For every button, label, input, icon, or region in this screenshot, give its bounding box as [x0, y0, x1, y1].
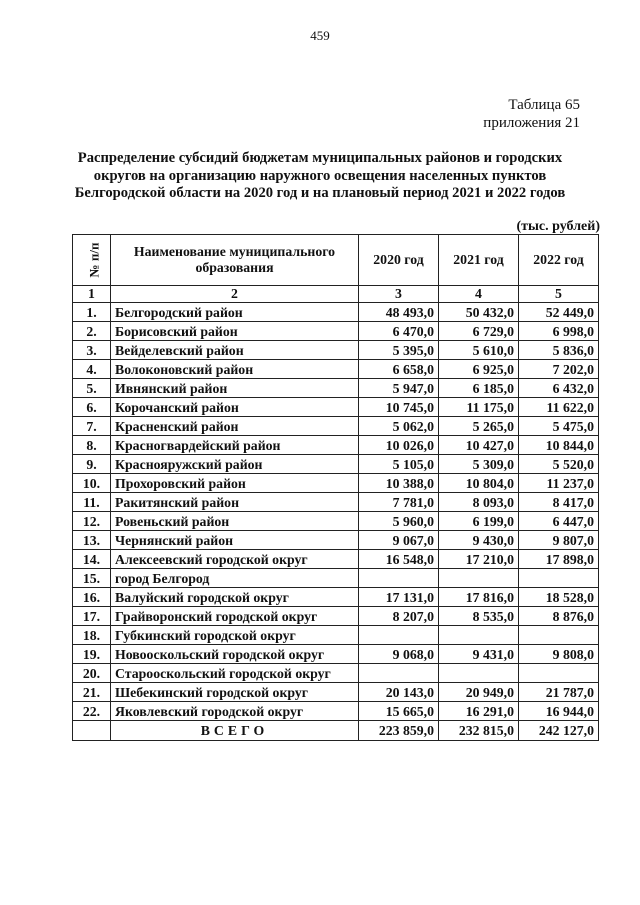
table-row: [73, 303, 599, 322]
value-2022: 10 844,0: [519, 436, 599, 455]
value-2021: 16 291,0: [439, 702, 519, 721]
value-2020: 17 131,0: [359, 588, 439, 607]
value-2020: 9 067,0: [359, 531, 439, 550]
row-number: 3.: [73, 341, 111, 360]
table-row: [73, 417, 599, 436]
municipality-name: Грайворонский городской округ: [111, 607, 359, 626]
row-number: 9.: [73, 455, 111, 474]
header-2022: 2022 год: [519, 235, 599, 286]
value-2020: 5 062,0: [359, 417, 439, 436]
table-caption-line2: приложения 21: [483, 115, 580, 131]
value-2021: [439, 626, 519, 645]
table-header-row: [73, 235, 599, 286]
table-caption-line1: Таблица 65: [508, 97, 580, 113]
row-number: 17.: [73, 607, 111, 626]
value-2021: 6 185,0: [439, 379, 519, 398]
value-2020: 16 548,0: [359, 550, 439, 569]
row-number: 6.: [73, 398, 111, 417]
value-2022: 5 520,0: [519, 455, 599, 474]
document-title-line1: Распределение субсидий бюджетам муниципальных районов и городских: [77, 150, 563, 166]
value-2022: 6 432,0: [519, 379, 599, 398]
value-2020: 5 960,0: [359, 512, 439, 531]
header-name: Наименование муниципального образования: [111, 235, 359, 286]
row-number: 5.: [73, 379, 111, 398]
value-2020: 20 143,0: [359, 683, 439, 702]
total-label: ВСЕГО: [111, 721, 359, 741]
value-2022: 8 876,0: [519, 607, 599, 626]
header-2020: 2020 год: [359, 235, 439, 286]
table-row: [73, 683, 599, 702]
value-2021: [439, 569, 519, 588]
municipality-name: Шебекинский городской округ: [111, 683, 359, 702]
municipality-name: Ракитянский район: [111, 493, 359, 512]
value-2020: 5 395,0: [359, 341, 439, 360]
document-title-line3: Белгородской области на 2020 год и на плановый период 2021 и 2022 годов: [74, 185, 566, 201]
municipality-name: Борисовский район: [111, 322, 359, 341]
table-row: [73, 379, 599, 398]
table-row: [73, 436, 599, 455]
row-number: 12.: [73, 512, 111, 531]
value-2021: 5 309,0: [439, 455, 519, 474]
value-2021: 6 729,0: [439, 322, 519, 341]
table-row: [73, 531, 599, 550]
value-2022: 5 836,0: [519, 341, 599, 360]
table-row: [73, 607, 599, 626]
table-row: [73, 702, 599, 721]
row-number: 14.: [73, 550, 111, 569]
row-number: 15.: [73, 569, 111, 588]
table-row: [73, 569, 599, 588]
value-2022: 6 447,0: [519, 512, 599, 531]
row-number: 1.: [73, 303, 111, 322]
value-2022: 9 807,0: [519, 531, 599, 550]
value-2022: 18 528,0: [519, 588, 599, 607]
row-number: 7.: [73, 417, 111, 436]
value-2021: 6 925,0: [439, 360, 519, 379]
value-2022: 11 622,0: [519, 398, 599, 417]
value-2021: 10 804,0: [439, 474, 519, 493]
column-number-row: [73, 286, 599, 303]
header-number: [73, 235, 111, 286]
document-title-line2: округов на организацию наружного освещения населенных пунктов: [93, 167, 547, 184]
value-2022: 21 787,0: [519, 683, 599, 702]
value-2022: [519, 569, 599, 588]
value-2021: 17 210,0: [439, 550, 519, 569]
municipality-name: Краснояружский район: [111, 455, 359, 474]
value-2022: 9 808,0: [519, 645, 599, 664]
value-2020: 5 105,0: [359, 455, 439, 474]
municipality-name: Старооскольский городской округ: [111, 664, 359, 683]
municipality-name: Чернянский район: [111, 531, 359, 550]
value-2021: 5 265,0: [439, 417, 519, 436]
table-row: [73, 626, 599, 645]
table-row: [73, 474, 599, 493]
value-2022: [519, 626, 599, 645]
value-2020: 8 207,0: [359, 607, 439, 626]
total-row: [73, 721, 599, 741]
value-2022: 52 449,0: [519, 303, 599, 322]
row-number: 16.: [73, 588, 111, 607]
value-2021: 17 816,0: [439, 588, 519, 607]
value-2020: 10 388,0: [359, 474, 439, 493]
value-2020: 7 781,0: [359, 493, 439, 512]
total-2022: 242 127,0: [519, 721, 599, 741]
municipality-name: Прохоровский район: [111, 474, 359, 493]
value-2022: 16 944,0: [519, 702, 599, 721]
table-row: [73, 455, 599, 474]
value-2020: [359, 664, 439, 683]
value-2021: 9 430,0: [439, 531, 519, 550]
value-2021: 20 949,0: [439, 683, 519, 702]
value-2021: 8 535,0: [439, 607, 519, 626]
table-row: [73, 645, 599, 664]
table-row: [73, 512, 599, 531]
subsidy-table: [72, 234, 599, 741]
municipality-name: Красненский район: [111, 417, 359, 436]
row-number: 8.: [73, 436, 111, 455]
value-2021: 6 199,0: [439, 512, 519, 531]
municipality-name: Красногвардейский район: [111, 436, 359, 455]
value-2021: 8 093,0: [439, 493, 519, 512]
municipality-name: Алексеевский городской округ: [111, 550, 359, 569]
value-2022: 11 237,0: [519, 474, 599, 493]
column-number-4: 4: [439, 286, 519, 303]
value-2021: 5 610,0: [439, 341, 519, 360]
row-number: 10.: [73, 474, 111, 493]
row-number: 21.: [73, 683, 111, 702]
municipality-name: Ровеньский район: [111, 512, 359, 531]
value-2022: 7 202,0: [519, 360, 599, 379]
municipality-name: город Белгород: [111, 569, 359, 588]
municipality-name: Волоконовский район: [111, 360, 359, 379]
table-row: [73, 588, 599, 607]
row-number: 19.: [73, 645, 111, 664]
table-row: [73, 398, 599, 417]
value-2020: 5 947,0: [359, 379, 439, 398]
value-2021: 10 427,0: [439, 436, 519, 455]
value-2021: [439, 664, 519, 683]
units-label: (тыс. рублей): [516, 219, 600, 234]
value-2022: 6 998,0: [519, 322, 599, 341]
value-2020: 9 068,0: [359, 645, 439, 664]
row-number: 13.: [73, 531, 111, 550]
table-row: [73, 664, 599, 683]
municipality-name: Белгородский район: [111, 303, 359, 322]
value-2020: 6 470,0: [359, 322, 439, 341]
table-row: [73, 550, 599, 569]
value-2022: 8 417,0: [519, 493, 599, 512]
header-number-label: № п/п: [86, 242, 102, 278]
value-2020: 15 665,0: [359, 702, 439, 721]
column-number-1: 1: [73, 286, 111, 303]
value-2020: 10 026,0: [359, 436, 439, 455]
municipality-name: Ивнянский район: [111, 379, 359, 398]
municipality-name: Новооскольский городской округ: [111, 645, 359, 664]
column-number-3: 3: [359, 286, 439, 303]
municipality-name: Валуйский городской округ: [111, 588, 359, 607]
document-title: [40, 150, 600, 203]
row-number: 2.: [73, 322, 111, 341]
row-number: 20.: [73, 664, 111, 683]
value-2020: 48 493,0: [359, 303, 439, 322]
table-row: [73, 493, 599, 512]
value-2021: 11 175,0: [439, 398, 519, 417]
row-number: 18.: [73, 626, 111, 645]
row-number: 4.: [73, 360, 111, 379]
value-2020: 10 745,0: [359, 398, 439, 417]
value-2022: 17 898,0: [519, 550, 599, 569]
value-2020: 6 658,0: [359, 360, 439, 379]
municipality-name: Вейделевский район: [111, 341, 359, 360]
municipality-name: Губкинский городской округ: [111, 626, 359, 645]
column-number-2: 2: [111, 286, 359, 303]
column-number-5: 5: [519, 286, 599, 303]
table-row: [73, 360, 599, 379]
municipality-name: Яковлевский городской округ: [111, 702, 359, 721]
header-2021: 2021 год: [439, 235, 519, 286]
value-2020: [359, 626, 439, 645]
municipality-name: Корочанский район: [111, 398, 359, 417]
table-row: [73, 341, 599, 360]
page-number: 459: [310, 28, 330, 43]
total-number-cell: [73, 721, 111, 741]
total-2021: 232 815,0: [439, 721, 519, 741]
row-number: 11.: [73, 493, 111, 512]
value-2022: 5 475,0: [519, 417, 599, 436]
value-2022: [519, 664, 599, 683]
row-number: 22.: [73, 702, 111, 721]
value-2020: [359, 569, 439, 588]
table-row: [73, 322, 599, 341]
total-2020: 223 859,0: [359, 721, 439, 741]
table-caption: [483, 96, 580, 132]
value-2021: 50 432,0: [439, 303, 519, 322]
value-2021: 9 431,0: [439, 645, 519, 664]
